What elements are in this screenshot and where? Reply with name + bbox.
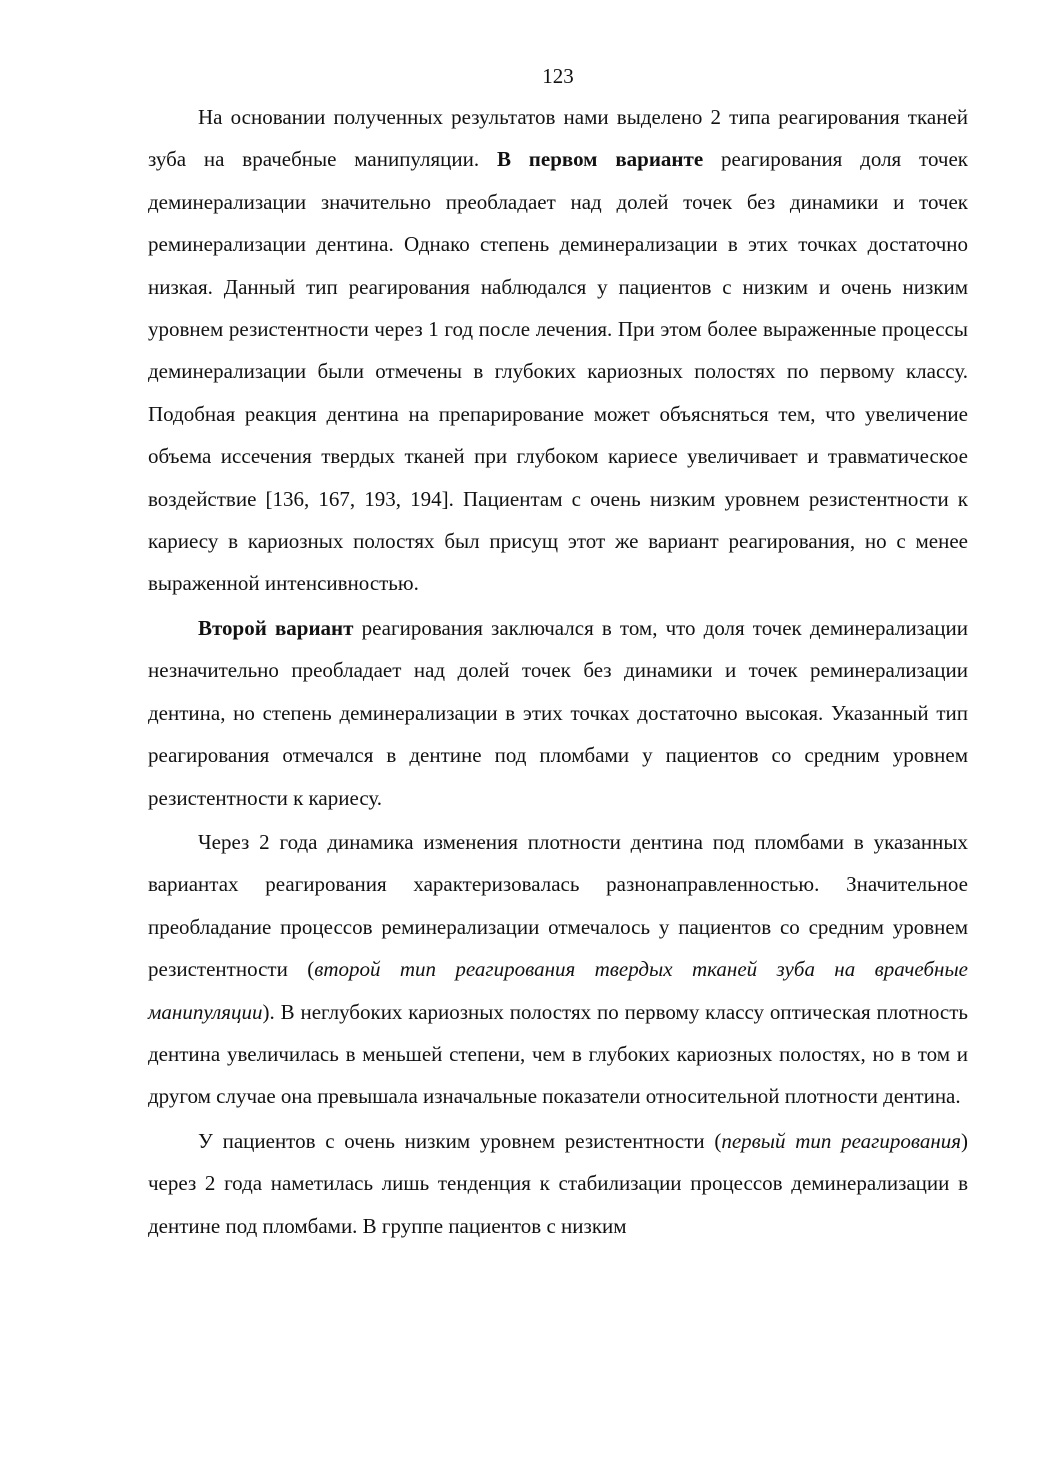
paragraph-1-bold-term: В первом варианте: [496, 147, 704, 172]
paragraph-4-text-2: ) через 2 года наметилась лишь тенденция к стабилизации процессов деминерализации в дентине под пломбами. В группе пациентов с низким: [148, 1128, 968, 1238]
page-number: 123: [542, 64, 574, 88]
paragraph-2-bold-term: Второй вариант: [198, 615, 354, 640]
paragraph-4-italic-term: первый тип реагирования: [721, 1128, 961, 1153]
document-page: [148, 56, 968, 1247]
paragraph-2: [148, 607, 968, 819]
paragraph-4-text-1: У пациентов с очень низким уровнем резистентности (: [198, 1128, 722, 1153]
paragraph-3-italic-term: второй тип реагирования твердых тканей зуба на врачебные манипуляции: [148, 957, 968, 1024]
paragraph-1: [148, 96, 968, 605]
paragraph-3: [148, 821, 968, 1118]
paragraph-2-text-1: реагирования заключался в том, что доля точек деминерализации незначительно преобладает над долей точек без динамики и точек реминерализации дентина, но степень деминерализации в этих точках достаточно высокая. Указанный тип реагирования отмечался в дентине под пломбами у пациентов со средним уровнем резистентности к кариесу.: [148, 615, 969, 810]
paragraph-4: [148, 1120, 968, 1247]
paragraph-1-text-1: На основании полученных результатов нами выделено 2 типа реагирования тканей зуба на врачебные манипуляции.: [148, 105, 968, 172]
paragraph-1-text-2: реагирования доля точек деминерализации значительно преобладает над долей точек без динамики и точек реминерализации дентина. Однако степень деминерализации в этих точках достаточно низкая. Данный тип реагирования наблюдался у пациентов с низким и очень низким уровнем резистентности через 1 год после лечения. При этом более выраженные процессы деминерализации были отмечены в глубоких кариозных полостях по первому классу. Подобная реакция дентина на препарирование может объясняться тем, что увеличение объема иссечения твердых тканей при глубоком кариесе увеличивает и травматическое воздействие [136, 167, 193, 194]. Пациентам с очень низким уровнем резистентности к кариесу в кариозных полостях был присущ этот же вариант реагирования, но с менее выраженной интенсивностью.: [148, 147, 968, 596]
paragraph-3-text-1: Через 2 года динамика изменения плотности дентина под пломбами в указанных вариантах реагирования характеризовалась разнонаправленностью. Значительное преобладание процессов реминерализации отмечалось у пациентов со средним уровнем резистентности (: [148, 829, 968, 982]
paragraph-3-text-2: ). В неглубоких кариозных полостях по первому классу оптическая плотность дентина увеличилась в меньшей степени, чем в глубоких кариозных полостях, но в том и другом случае она превышала изначальные показатели относительной плотности дентина.: [148, 999, 968, 1109]
